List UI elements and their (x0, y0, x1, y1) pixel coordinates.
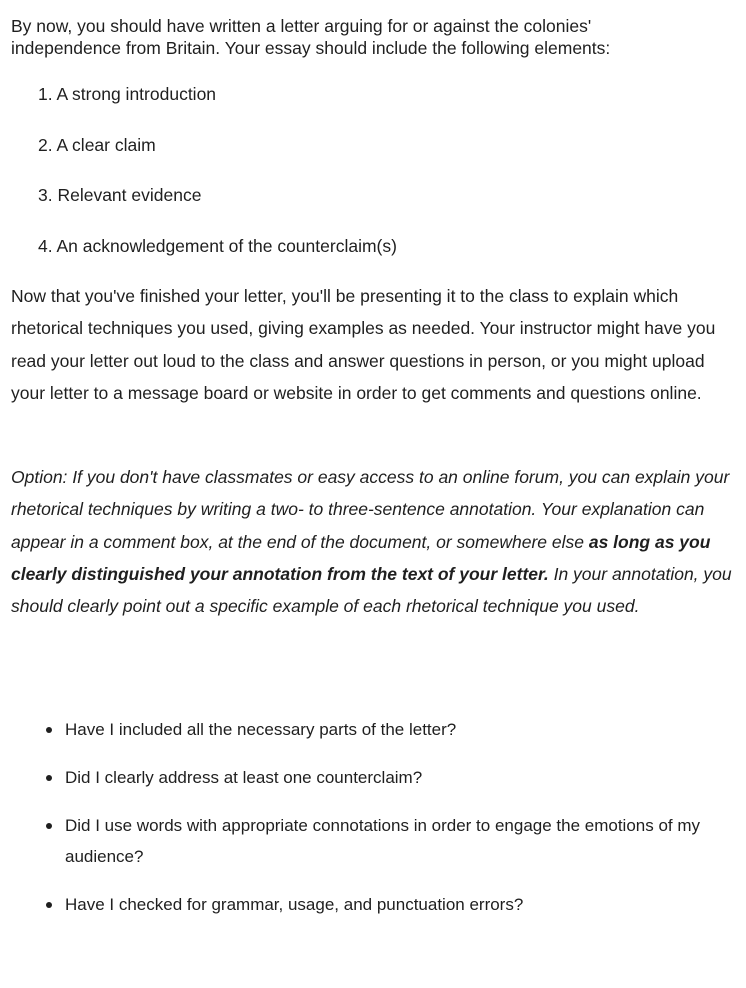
checklist-item-text: Have I checked for grammar, usage, and punctuation errors? (65, 895, 524, 914)
intro-line-2: independence from Britain. Your essay should include the following elements: (11, 38, 611, 58)
checklist (40, 714, 730, 937)
bullet-icon (46, 823, 52, 829)
checklist-item (40, 889, 730, 920)
option-text-start: Option: If you don't have classmates or easy access to an online forum, you can explain your rhetorical techniques by writing a two- to three-sentence annotation. Your explanation can appear in a comment box, at the end of the document, or somewhere else (11, 467, 730, 552)
list-item: 2. A clear claim (38, 134, 156, 155)
intro-line-1: By now, you should have written a letter arguing for or against the colonies' (11, 16, 592, 36)
option-bold-text: as long as you clearly distinguished your annotation from the text of your letter. (11, 531, 711, 584)
option-text-end: In your annotation, you should clearly point out a specific example of each rhetorical technique you used. (11, 563, 732, 617)
bullet-icon (46, 727, 52, 733)
required-elements-list (38, 83, 397, 286)
bullet-icon (46, 775, 52, 781)
presentation-paragraph: Now that you've finished your letter, you'll be presenting it to the class to explain which rhetorical techniques you used, giving examples as needed. Your instructor might have you read your letter out loud to the class and answer questions in person, or you might upload your letter to a message board or website in order to get comments and questions online. (11, 286, 716, 403)
intro-paragraph (11, 15, 736, 59)
checklist-item (40, 714, 730, 745)
option-paragraph (11, 461, 736, 622)
checklist-item-text: Have I included all the necessary parts of the letter? (65, 720, 457, 739)
checklist-item (40, 762, 730, 793)
checklist-item (40, 810, 730, 872)
list-item: 3. Relevant evidence (38, 185, 202, 206)
bullet-icon (46, 902, 52, 908)
checklist-item-text: Did I use words with appropriate connotations in order to engage the emotions of my audience? (65, 816, 701, 866)
checklist-item-text: Did I clearly address at least one counterclaim? (65, 768, 423, 787)
list-item: 4. An acknowledgement of the counterclaim(s) (38, 236, 397, 257)
list-item: 1. A strong introduction (38, 84, 217, 104)
